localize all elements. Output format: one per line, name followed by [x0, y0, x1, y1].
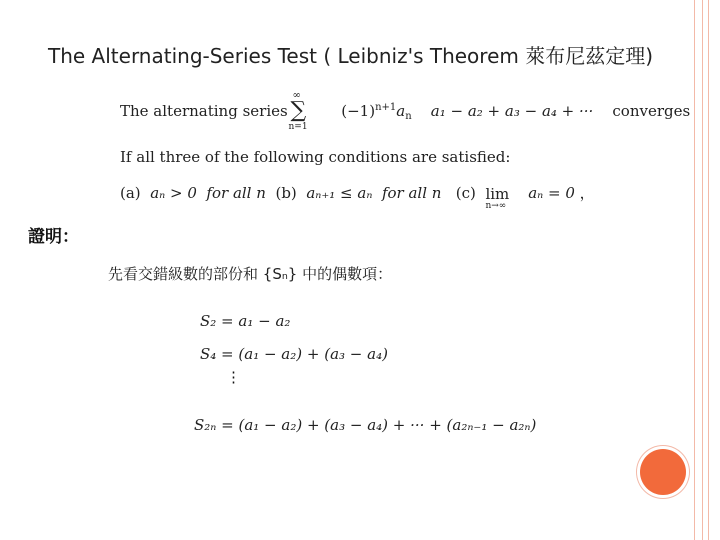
series-prefix: The alternating series — [120, 102, 288, 120]
cond-b-for: for all n — [381, 184, 442, 202]
cond-a-for: for all n — [206, 184, 266, 202]
cond-c-label: (c) — [455, 184, 476, 202]
border-line — [694, 0, 695, 540]
vertical-dots: ⋮ — [226, 368, 241, 386]
limit-operator: lim n→∞ — [485, 185, 510, 211]
equation-s2n: S₂ₙ = (a₁ − a₂) + (a₃ − a₄) + ··· + (a₂ₙ₋₁ − a₂ₙ) — [194, 416, 537, 434]
conditions-line — [120, 182, 595, 211]
cond-c-expr: aₙ = 0 — [528, 184, 575, 202]
sigma-symbol: ∑ — [290, 98, 307, 123]
summation — [288, 90, 336, 132]
series-expansion: a₁ − a₂ + a₃ − a₄ + ··· — [430, 102, 594, 120]
slide-title: The Alternating-Series Test ( Leibniz's Theorem 萊布尼茲定理) — [48, 44, 654, 68]
series-term: $(-1)^{n+1}a_n$ — [341, 102, 412, 122]
border-line — [708, 0, 709, 540]
cond-a-expr: aₙ > 0 — [150, 184, 197, 202]
equation-s2: S₂ = a₁ − a₂ — [200, 312, 291, 330]
cond-b-label: (b) — [275, 184, 297, 202]
series-statement — [120, 92, 690, 132]
cond-c-tail: ， — [579, 184, 595, 202]
proof-label: 證明： — [28, 227, 79, 247]
cond-b-expr: aₙ₊₁ ≤ aₙ — [306, 184, 373, 202]
conditions-intro: If all three of the following conditions are satisfied: — [120, 148, 511, 166]
border-line — [702, 0, 703, 540]
equation-s4: S₄ = (a₁ − a₂) + (a₃ − a₄) — [200, 345, 388, 363]
sum-lower-limit: n=1 — [288, 122, 308, 132]
series-suffix: converges — [612, 102, 691, 120]
proof-intro: 先看交錯級數的部份和 {Sₙ} 中的偶數項： — [108, 265, 393, 283]
decorative-circle — [640, 449, 686, 495]
sum-upper-limit: ∞ — [292, 90, 301, 101]
cond-a-label: (a) — [120, 184, 141, 202]
limit-subscript: n→∞ — [485, 201, 507, 211]
